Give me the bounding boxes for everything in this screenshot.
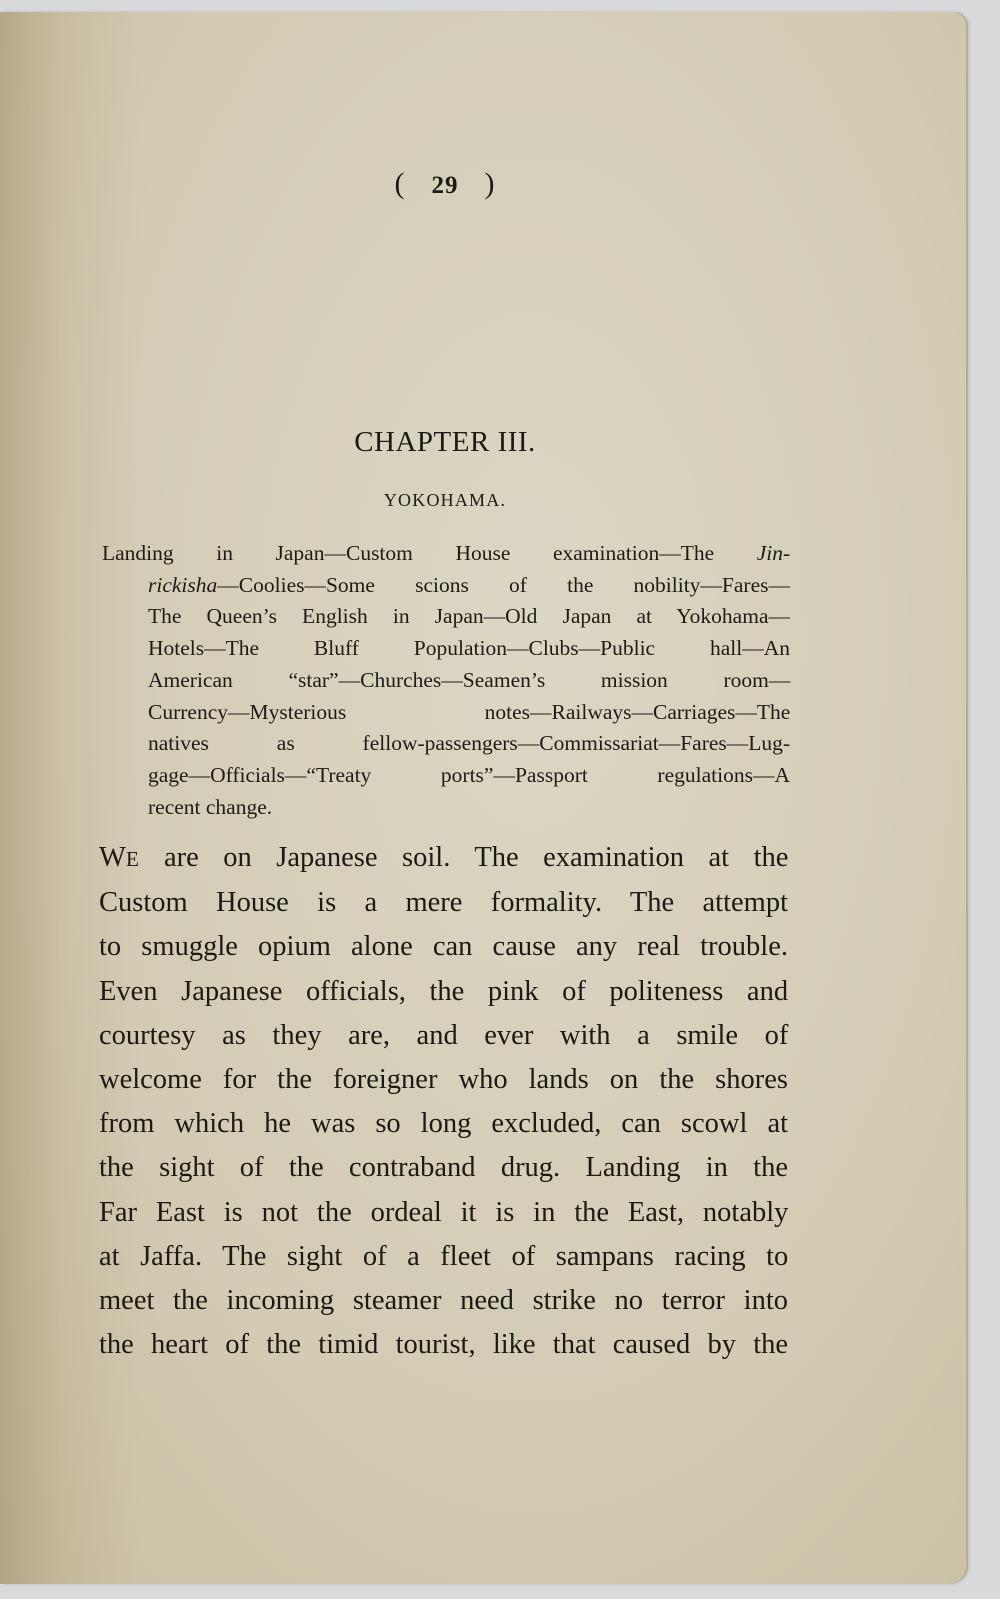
synopsis-line: American “star”—Churches—Seamen’s mission room— (148, 667, 791, 692)
body-line: from which he was so long excluded, can scowl at (99, 1108, 789, 1140)
body-line: at Jaffa. The sight of a fleet of sampans racing to (99, 1240, 789, 1272)
synopsis-text: Landing in Japan—Custom House examination—The (102, 541, 757, 565)
page-number-header (0, 167, 890, 201)
book-page (0, 12, 966, 1584)
chapter-heading: CHAPTER III. (354, 426, 536, 458)
chapter-synopsis (102, 538, 790, 823)
synopsis-line: natives as fellow-passengers—Commissariat—Fares—Lug- (148, 731, 791, 756)
synopsis-text: —Coolies—Some scions of the nobility—Fares— (217, 572, 790, 597)
body-line: Custom House is a mere formality. The attempt (99, 887, 788, 919)
body-line: to smuggle opium alone can cause any real trouble. (99, 931, 788, 963)
page-number: 29 (431, 172, 459, 199)
synopsis-line: Hotels—The Bluff Population—Clubs—Public hall—An (148, 636, 790, 661)
body-line: Far East is not the ordeal it is in the East, notably (99, 1196, 789, 1228)
synopsis-line (102, 538, 790, 570)
opening-word-small-caps: E (125, 847, 140, 871)
body-line: courtesy as they are, and ever with a smile of (99, 1019, 789, 1051)
body-line: Even Japanese officials, the pink of politeness and (99, 975, 789, 1007)
body-paragraph (99, 836, 788, 1367)
body-line: the sight of the contraband drug. Landing in the (99, 1152, 788, 1184)
synopsis-line: The Queen’s English in Japan—Old Japan at Yokohama— (148, 604, 790, 629)
synopsis-italic-text: rickisha (148, 572, 218, 597)
opening-word-capital: W (99, 842, 126, 873)
body-line: welcome for the foreigner who lands on the shores (99, 1064, 788, 1096)
body-line: the heart of the timid tourist, like that caused by the (99, 1329, 789, 1361)
folio-open-paren: ( (394, 167, 406, 200)
body-line: meet the incoming steamer need strike no terror into (99, 1285, 788, 1317)
body-line-text: are on Japanese soil. The examination at the (139, 842, 789, 873)
folio-close-paren: ) (484, 167, 496, 200)
synopsis-line (102, 570, 790, 602)
body-line (99, 836, 788, 881)
synopsis-italic-text: Jin- (756, 541, 791, 565)
synopsis-line: gage—Officials—“Treaty ports”—Passport regulations—A (148, 762, 790, 787)
chapter-subtitle: YOKOHAMA. (383, 490, 507, 510)
synopsis-line: Currency—Mysterious notes—Railways—Carriages—The (148, 699, 791, 724)
synopsis-line: recent change. (148, 794, 273, 819)
